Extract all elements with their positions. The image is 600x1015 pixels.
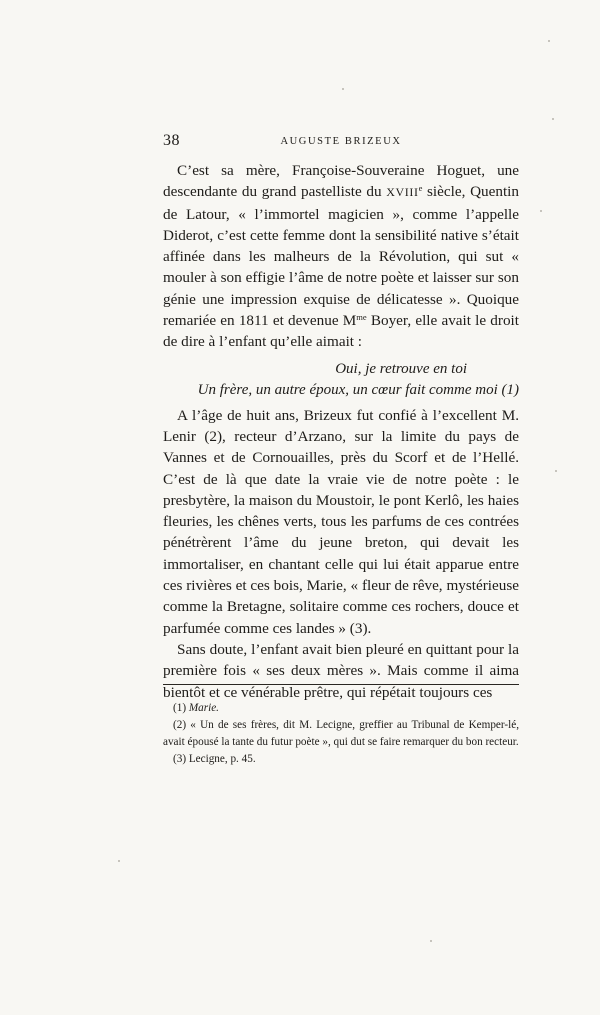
footnote-text: Marie. (188, 702, 219, 714)
body-text (163, 160, 519, 703)
paragraph-1 (163, 160, 519, 353)
superscript-me: me (356, 312, 367, 323)
speck (118, 860, 120, 862)
speck (555, 470, 557, 472)
century-numeral: XVIII (386, 185, 419, 200)
footnote-3 (163, 751, 519, 768)
footnote-text: Lecigne, p. 45. (188, 753, 256, 765)
speck (540, 210, 542, 212)
footnotes (163, 700, 519, 768)
footnote-number: (3) (173, 753, 187, 765)
paragraph-2: A l’âge de huit ans, Brizeux fut confié à l’excellent M. Lenir (2), recteur d’Arzano, sur la limite du pays de Vannes et de Cornouailles, près du Scorf et de l’Hellé. C’est de là que date la vraie vie de notre poète : le presbytère, la maison du Moustoir, le pont Kerlô, les haies fleuries, les chênes verts, tous les parfums de ces contrées pénétrèrent l’âme du jeune breton, qui devait les immortaliser, en chantant celle qui lui était apparue entre ces rivières et ces bois, Marie, « fleur de rêve, mystérieuse comme la Bretagne, solitaire comme ces rochers, douce et parfumée comme ces landes » (3). (163, 406, 519, 637)
verse-line-2: Un frère, un autre époux, un cœur fait comme moi (1) (197, 381, 519, 398)
page-header (163, 132, 519, 154)
footnote-rule (163, 684, 519, 685)
paragraph-1-start: C’est sa mère, Françoise-Souveraine Hoguet, une descendante du grand pastelliste du (163, 162, 519, 201)
verse-quote (163, 359, 519, 401)
running-title: AUGUSTE BRIZEUX (280, 136, 402, 147)
footnote-text: « Un de ses frères, dit M. Lecigne, greffier au Tribunal de Kemper-lé, avait épousé la tante du futur poète », qui dut se faire remarquer du bon recteur. (163, 719, 519, 748)
page-number: 38 (163, 132, 180, 149)
paragraph-3: Sans doute, l’enfant avait bien pleuré en quittant pour la première fois « ses deux mères ». Mais comme il aima bientôt et ce vénérable prêtre, qui répétait toujours ces (163, 640, 519, 701)
speck (552, 118, 554, 120)
speck (548, 40, 550, 42)
paragraph-1-end: Boyer, elle avait le droit de dire à l’enfant qu’elle aimait : (163, 312, 519, 351)
speck (342, 88, 344, 90)
footnote-2 (163, 717, 519, 751)
speck (430, 940, 432, 942)
verse-line-1: Oui, je retrouve en toi (335, 360, 467, 377)
footnote-number: (2) (173, 719, 187, 731)
paragraph-1-middle: siècle, Quentin de Latour, « l’immortel magicien », comme l’appelle Diderot, c’est cette femme dont la sensibilité native s’était affinée dans les malheurs de la Révolution, qui sut « mouler à son effigie l’âme de notre poète et laisser sur son génie une impression exquise de délicatesse ». Quoique remariée en 1811 et devenue M (163, 183, 519, 330)
footnote-number: (1) (173, 702, 187, 714)
superscript-e: e (418, 183, 423, 194)
footnote-1 (163, 700, 519, 717)
